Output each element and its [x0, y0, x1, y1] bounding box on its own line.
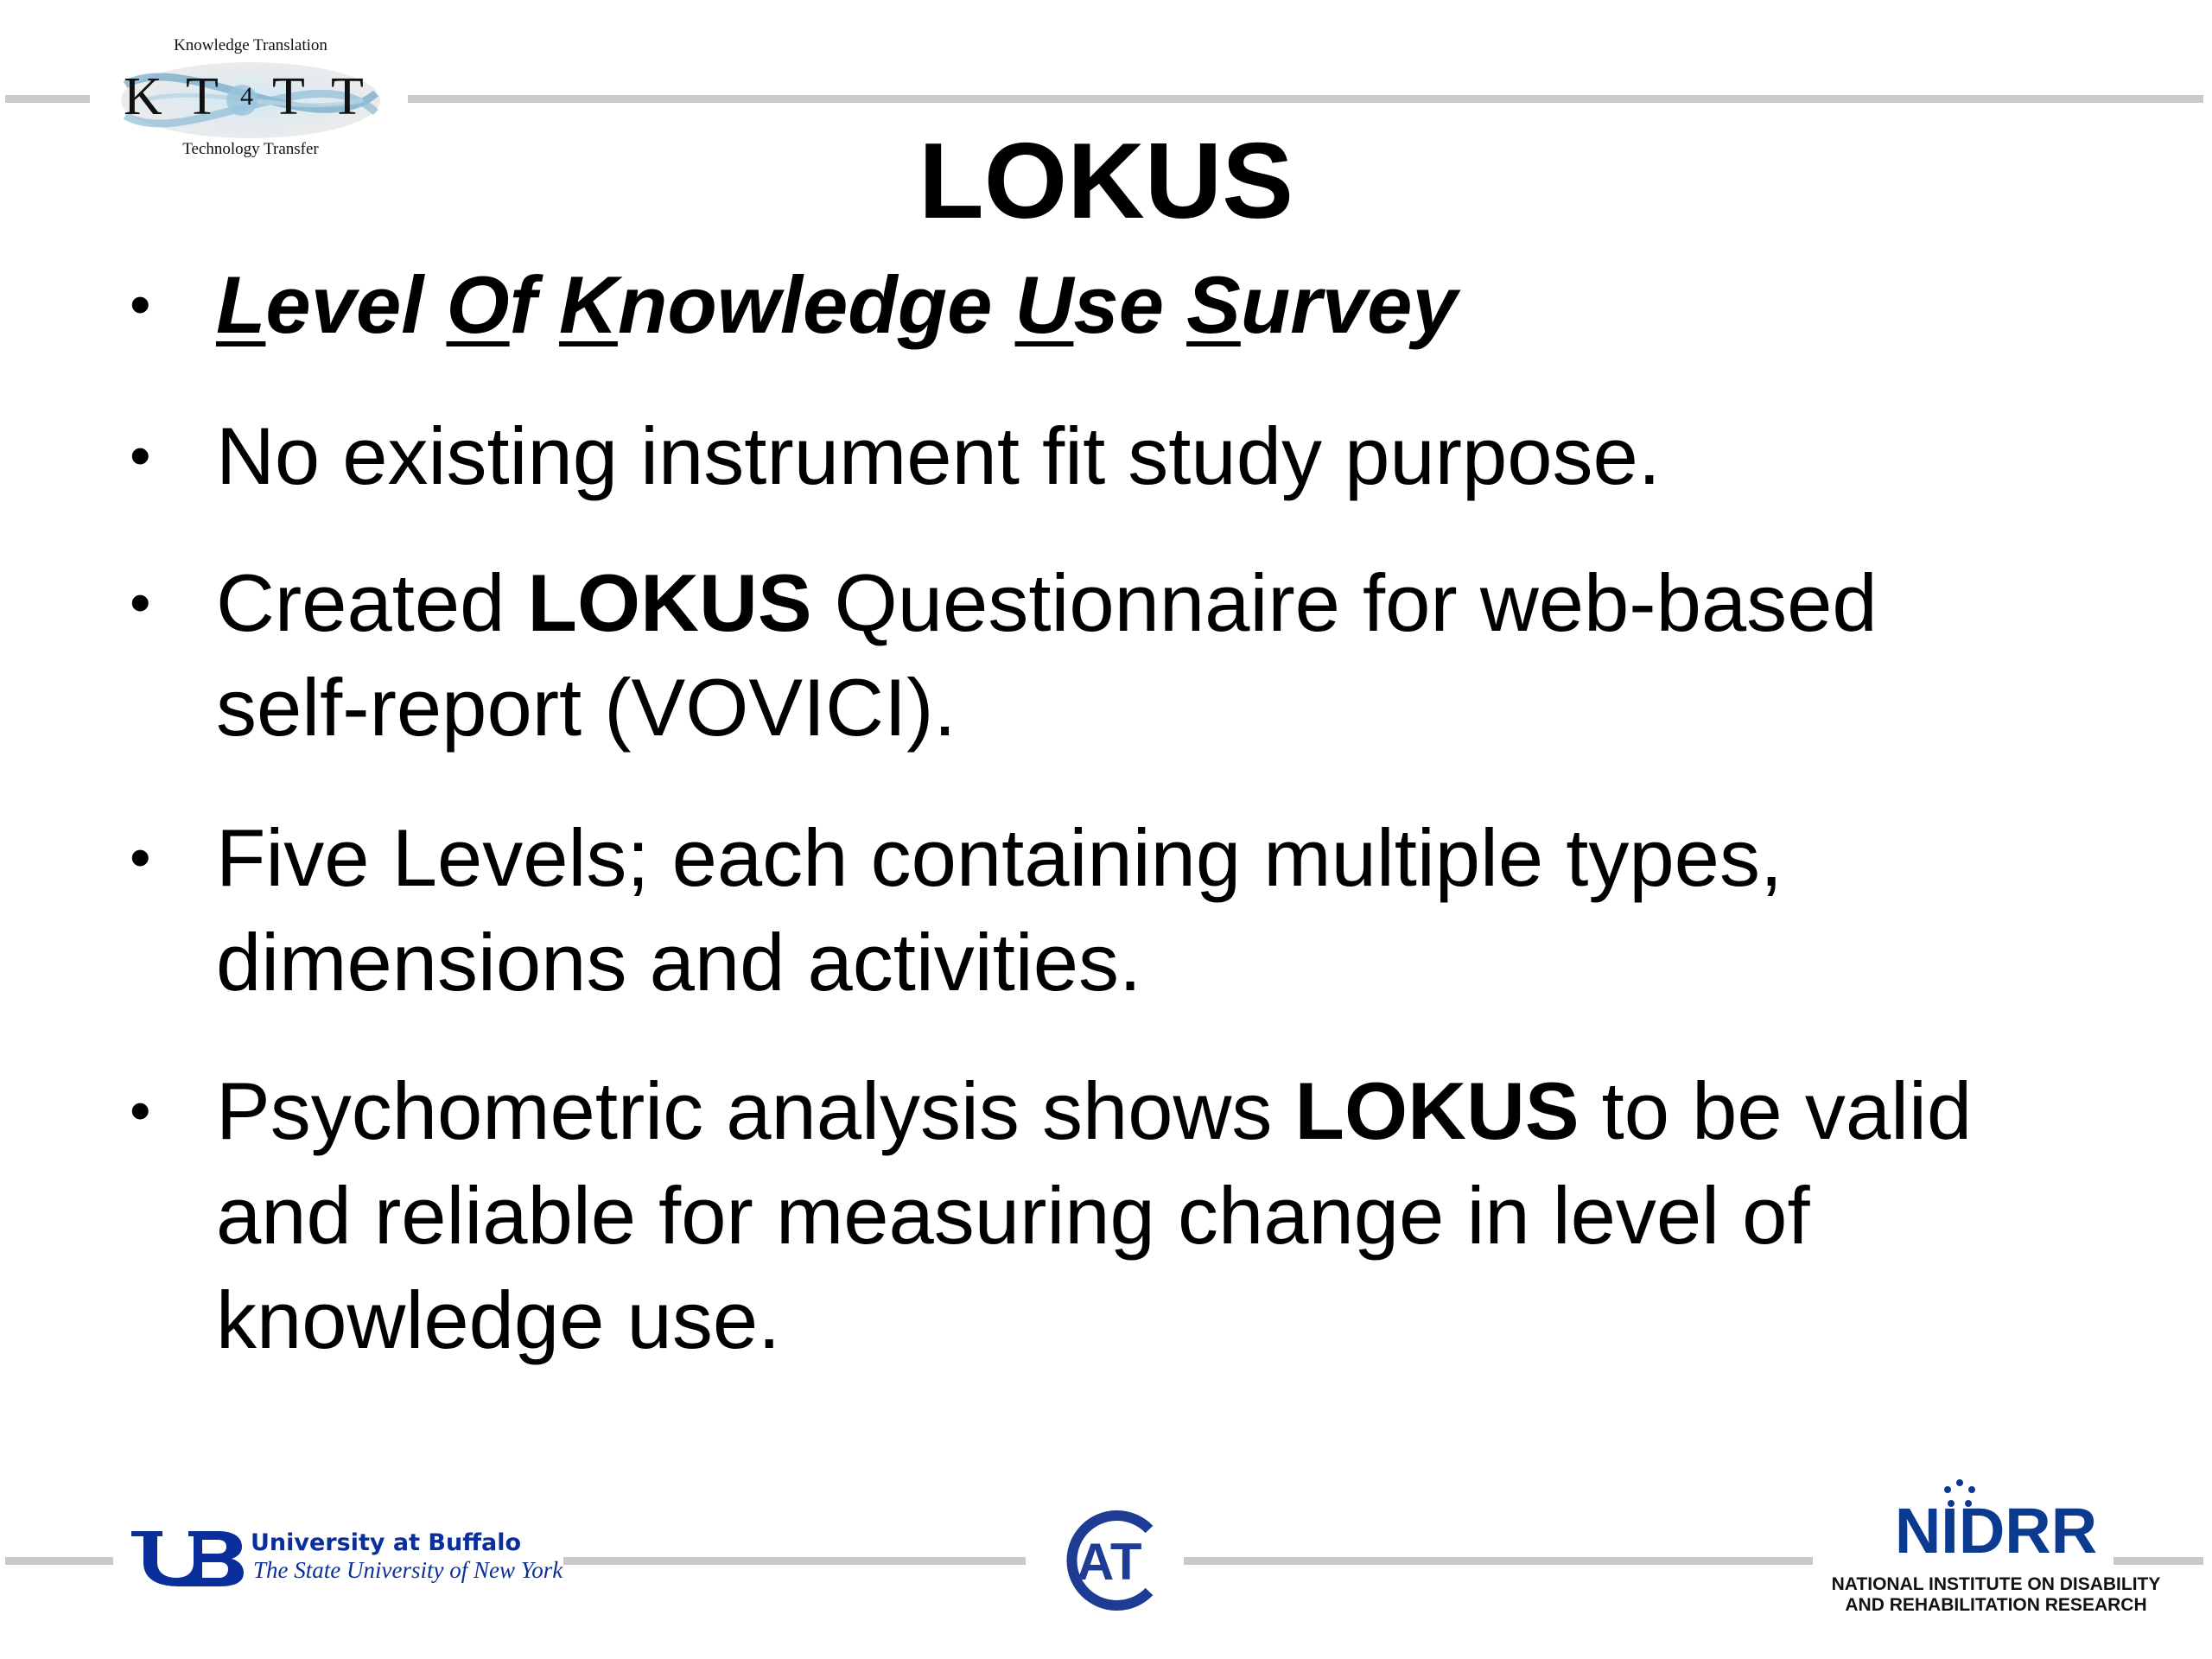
bullet-text-segment: to be valid	[1579, 1065, 1973, 1156]
bullet-item	[130, 1058, 2117, 1372]
bullet-text-segment: urvey	[1240, 259, 1458, 350]
bullet-text-segment: evel	[265, 259, 447, 350]
bullet-bold-term: LOKUS	[527, 557, 812, 648]
bullet-text-segment: Psychometric analysis shows	[216, 1065, 1295, 1156]
ub-monogram-icon	[128, 1528, 245, 1588]
bullet-text-line: Five Levels; each containing multiple types,	[216, 812, 1783, 903]
bullet-item	[130, 805, 2117, 1014]
top-rule-left	[5, 95, 90, 103]
university-at-buffalo-logo	[128, 1528, 563, 1588]
acronym-letter: O	[446, 259, 510, 350]
bullet-item	[130, 252, 2117, 357]
bottom-rule-mid-left	[563, 1557, 1026, 1565]
bottom-rule-mid-right	[1184, 1557, 1813, 1565]
nidrr-name: NIDRR	[1894, 1495, 2098, 1567]
bullet-text-line	[216, 1058, 2117, 1163]
bullet-text-line: knowledge use.	[216, 1274, 781, 1365]
bullet-text-segment: f	[509, 259, 560, 350]
kt4tt-letter: 4	[240, 82, 253, 111]
bullet-item	[130, 404, 2117, 508]
nidrr-line-1: NATIONAL INSTITUTE ON DISABILITY	[1831, 1574, 2161, 1594]
bullet-text: No existing instrument fit study purpose.	[216, 410, 1661, 501]
kt4tt-bottom-text: Technology Transfer	[182, 140, 319, 158]
bullet-text-line: and reliable for measuring change in level of	[216, 1170, 1810, 1261]
bullet-dot: •	[130, 270, 151, 338]
kt4tt-letter: K	[124, 67, 162, 126]
cat-text: AT	[1077, 1533, 1142, 1591]
ub-subtitle-text: The State University of New York	[253, 1557, 563, 1583]
bottom-rule-left	[5, 1557, 113, 1565]
bullet-dot: •	[130, 1077, 151, 1144]
bullet-text-line: dimensions and activities.	[216, 917, 1142, 1007]
bullet-dot: •	[130, 823, 151, 891]
bullet-text	[216, 252, 2117, 357]
acronym-letter: L	[216, 259, 266, 350]
slide-title: LOKUS	[918, 122, 1294, 241]
ub-name-text: University at Buffalo	[251, 1529, 522, 1556]
bullet-text-segment: Questionnaire for web-based	[811, 557, 1878, 648]
acronym-letter: K	[559, 259, 618, 350]
bullet-dot: •	[130, 422, 151, 489]
nidrr-logo	[1806, 1474, 2186, 1621]
cat-c-icon	[1047, 1509, 1173, 1612]
bullet-text-segment: se	[1073, 259, 1187, 350]
kt4tt-letter: T	[272, 67, 305, 126]
bullet-item	[130, 550, 2117, 760]
bullet-dot: •	[130, 569, 151, 636]
bullet-bold-term: LOKUS	[1294, 1065, 1580, 1156]
nidrr-line-2: AND REHABILITATION RESEARCH	[1845, 1595, 2147, 1615]
bullet-text-line: self-report (VOVICI).	[216, 662, 957, 753]
acronym-letter: U	[1014, 259, 1074, 350]
bullet-text-line	[216, 550, 2117, 655]
kt4tt-letter: T	[331, 67, 364, 126]
cat-logo	[1047, 1509, 1173, 1612]
top-rule-right	[408, 95, 2203, 103]
bullet-text-segment: nowledge	[617, 259, 1015, 350]
acronym-letter: S	[1186, 259, 1241, 350]
kt4tt-letter: T	[186, 67, 219, 126]
bullet-text-segment: Created	[216, 557, 528, 648]
kt4tt-top-text: Knowledge Translation	[174, 36, 327, 54]
